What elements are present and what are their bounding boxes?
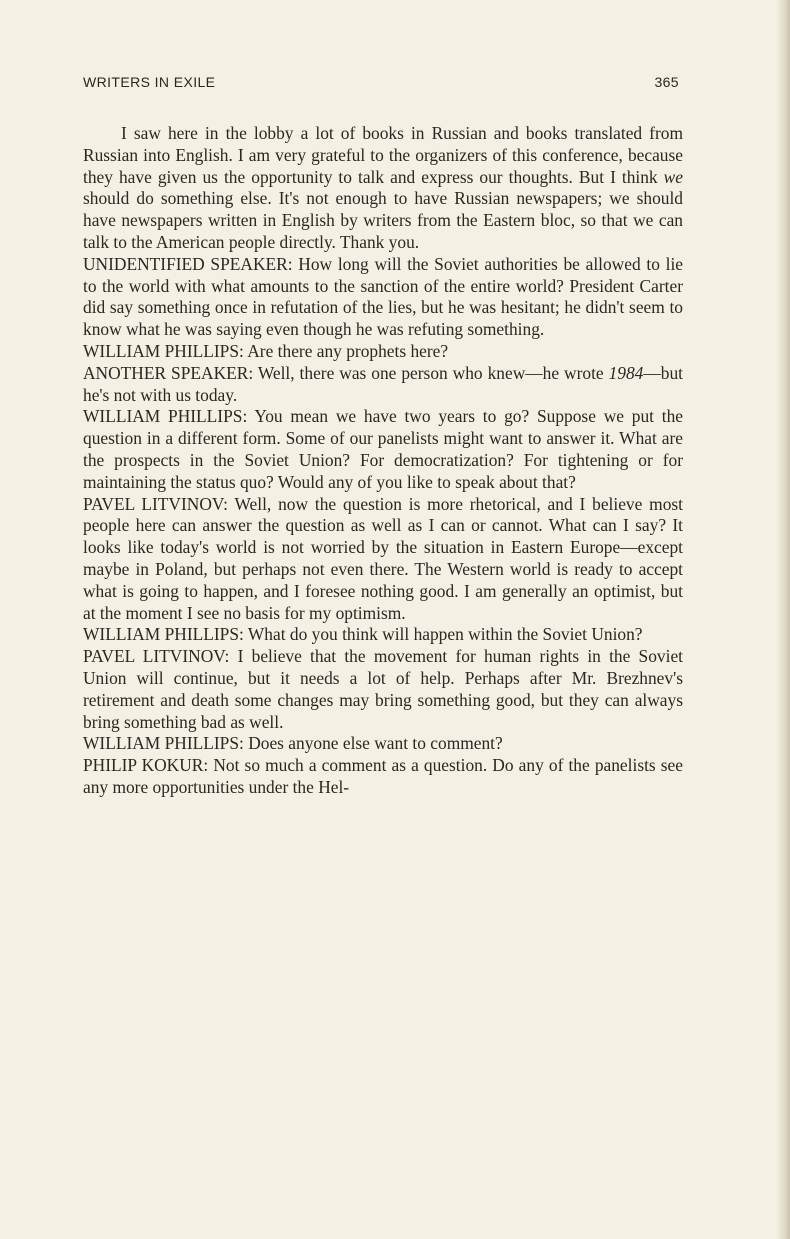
page-edge-shadow: [776, 0, 790, 1239]
paragraph-10-text: Not so much a comment as a question. Do any of the panelists see any more opportunities under the Hel-: [83, 755, 683, 797]
paragraph-2-text: How long will the Soviet authorities be allowed to lie to the world with what amounts to the sanction of the entire world? President Carter did say something once in refutation of the lies, but he was hesitant; he didn't seem to know what he was saying even though he was refuting something.: [83, 253, 683, 340]
body-text: [83, 123, 683, 799]
speaker-name: WILLIAM PHILLIPS:: [83, 340, 244, 361]
paragraph-8: [83, 646, 683, 733]
speaker-name: PHILIP KOKUR:: [83, 755, 209, 776]
paragraph-8-text: I believe that the movement for human rights in the Soviet Union will continue, but it needs a lot of help. Perhaps after Mr. Brezhnev's retirement and death some changes may bring something good, but they can always bring something bad as well.: [83, 646, 683, 732]
paragraph-3: [83, 341, 683, 363]
speaker-name: WILLIAM PHILLIPS:: [83, 624, 244, 645]
paragraph-4-italic: 1984: [608, 362, 644, 383]
paragraph-9: [83, 733, 683, 755]
speaker-name: UNIDENTIFIED SPEAKER:: [83, 253, 293, 274]
speaker-name: PAVEL LITVINOV:: [83, 493, 228, 514]
paragraph-4-text-after: —but he's not with us today.: [83, 362, 683, 405]
paragraph-5-text: You mean we have two years to go? Suppose we put the question in a different form. Some of our panelists might want to answer it. What are the prospects in the Soviet Union? For democratization? For tightening or for maintaining the status quo? Would any of you like to speak about that?: [83, 406, 683, 492]
paragraph-6-text: Well, now the question is more rhetorical, and I believe most people here can answer the question as well as I can or cannot. What can I say? It looks like today's world is not worried by the situation in Eastern Europe—except maybe in Poland, but perhaps not even there. The Western world is ready to accept what is going to happen, and I foresee nothing good. I am generally an optimist, but at the moment I see no basis for my optimism.: [83, 493, 683, 623]
speaker-name: ANOTHER SPEAKER:: [83, 362, 254, 383]
paragraph-6: [83, 494, 683, 625]
paragraph-2: [83, 254, 683, 341]
speaker-name: WILLIAM PHILLIPS:: [83, 733, 244, 754]
page-number: 365: [654, 74, 679, 90]
speaker-name: PAVEL LITVINOV:: [83, 646, 230, 667]
paragraph-9-text: Does anyone else want to comment?: [243, 733, 503, 754]
paragraph-1-text-after: should do something else. It's not enough to have Russian newspapers; we should have newspapers written in English by writers from the Eastern bloc, so that we can talk to the American people directly. Thank you.: [83, 188, 683, 252]
speaker-name: WILLIAM PHILLIPS:: [83, 406, 248, 427]
paragraph-7-text: What do you think will happen within the Soviet Union?: [243, 624, 643, 645]
paragraph-7: [83, 624, 683, 646]
paragraph-1-text-before: I saw here in the lobby a lot of books in Russian and books translated from Russian into English. I am very grateful to the organizers of this conference, because they have given us the opportunity to talk and express our thoughts. But I think: [83, 123, 683, 187]
paragraph-1: [83, 123, 683, 254]
paragraph-10: [83, 755, 683, 799]
paragraph-4: [83, 363, 683, 407]
paragraph-3-text: Are there any prophets here?: [243, 340, 449, 361]
paragraph-4-text-before: Well, there was one person who knew—he wrote: [253, 362, 609, 383]
paragraph-5: [83, 406, 683, 493]
running-head: [83, 74, 679, 94]
running-head-title: WRITERS IN EXILE: [83, 74, 216, 90]
paragraph-1-italic: we: [663, 166, 683, 187]
